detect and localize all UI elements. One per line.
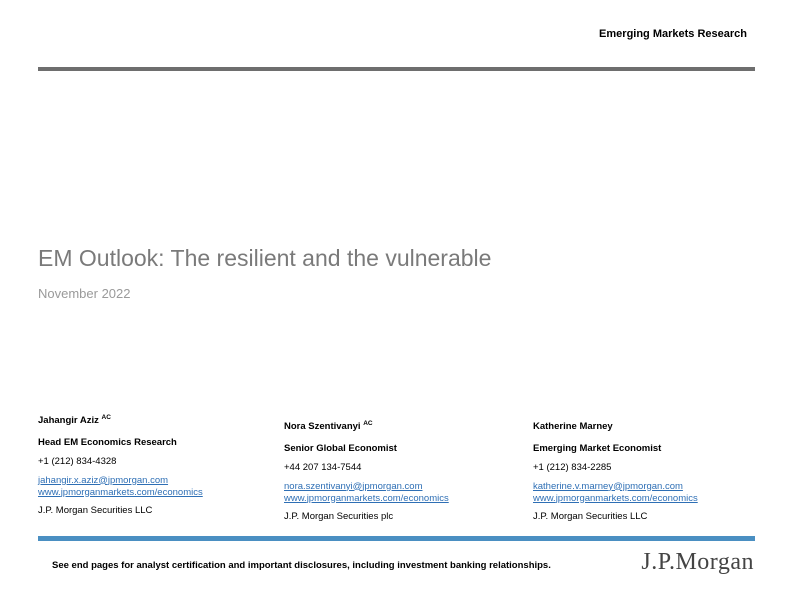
report-date: November 2022 bbox=[38, 286, 131, 301]
analyst-email-link[interactable]: nora.szentivanyi@jpmorgan.com bbox=[284, 480, 423, 492]
analyst-firm: J.P. Morgan Securities LLC bbox=[533, 511, 648, 523]
analyst-name: Jahangir Aziz $^{AC}$ bbox=[38, 413, 111, 426]
analyst-role: Senior Global Economist bbox=[284, 442, 397, 454]
analyst-email-link[interactable]: jahangir.x.aziz@jpmorgan.com bbox=[38, 474, 169, 486]
analyst-role: Emerging Market Economist bbox=[533, 442, 662, 454]
analyst-cert-mark: AC bbox=[363, 419, 373, 427]
bottom-divider bbox=[38, 536, 755, 541]
disclosure-note: See end pages for analyst certification and important disclosures, including investment banking relationships. bbox=[52, 560, 551, 571]
analyst-block-marney bbox=[533, 421, 698, 523]
analyst-phone: +44 207 134-7544 bbox=[284, 461, 362, 473]
analyst-firm: J.P. Morgan Securities LLC bbox=[38, 505, 153, 517]
analyst-name: Katherine Marney bbox=[533, 421, 613, 432]
analyst-phone: +1 (212) 834-4328 bbox=[38, 455, 117, 467]
analyst-web-link[interactable]: www.jpmorganmarkets.com/economics bbox=[284, 492, 449, 504]
analyst-cert-mark: AC bbox=[101, 413, 111, 421]
analyst-block-szentivanyi bbox=[284, 421, 449, 523]
analyst-email-link[interactable]: katherine.v.marney@jpmorgan.com bbox=[533, 480, 683, 492]
top-divider bbox=[38, 67, 755, 71]
analyst-name: Nora Szentivanyi $^{AC}$ bbox=[284, 419, 373, 432]
analyst-web-link[interactable]: www.jpmorganmarkets.com/economics bbox=[38, 486, 203, 498]
report-title: EM Outlook: The resilient and the vulnerable bbox=[38, 245, 492, 271]
analyst-phone: +1 (212) 834-2285 bbox=[533, 461, 612, 473]
analyst-firm: J.P. Morgan Securities plc bbox=[284, 511, 394, 523]
analyst-block-aziz bbox=[38, 415, 203, 517]
analyst-role: Head EM Economics Research bbox=[38, 436, 177, 448]
analyst-web-link[interactable]: www.jpmorganmarkets.com/economics bbox=[533, 492, 698, 504]
jpmorgan-logo: J.P.Morgan bbox=[641, 549, 754, 575]
header-label: Emerging Markets Research bbox=[599, 28, 747, 40]
